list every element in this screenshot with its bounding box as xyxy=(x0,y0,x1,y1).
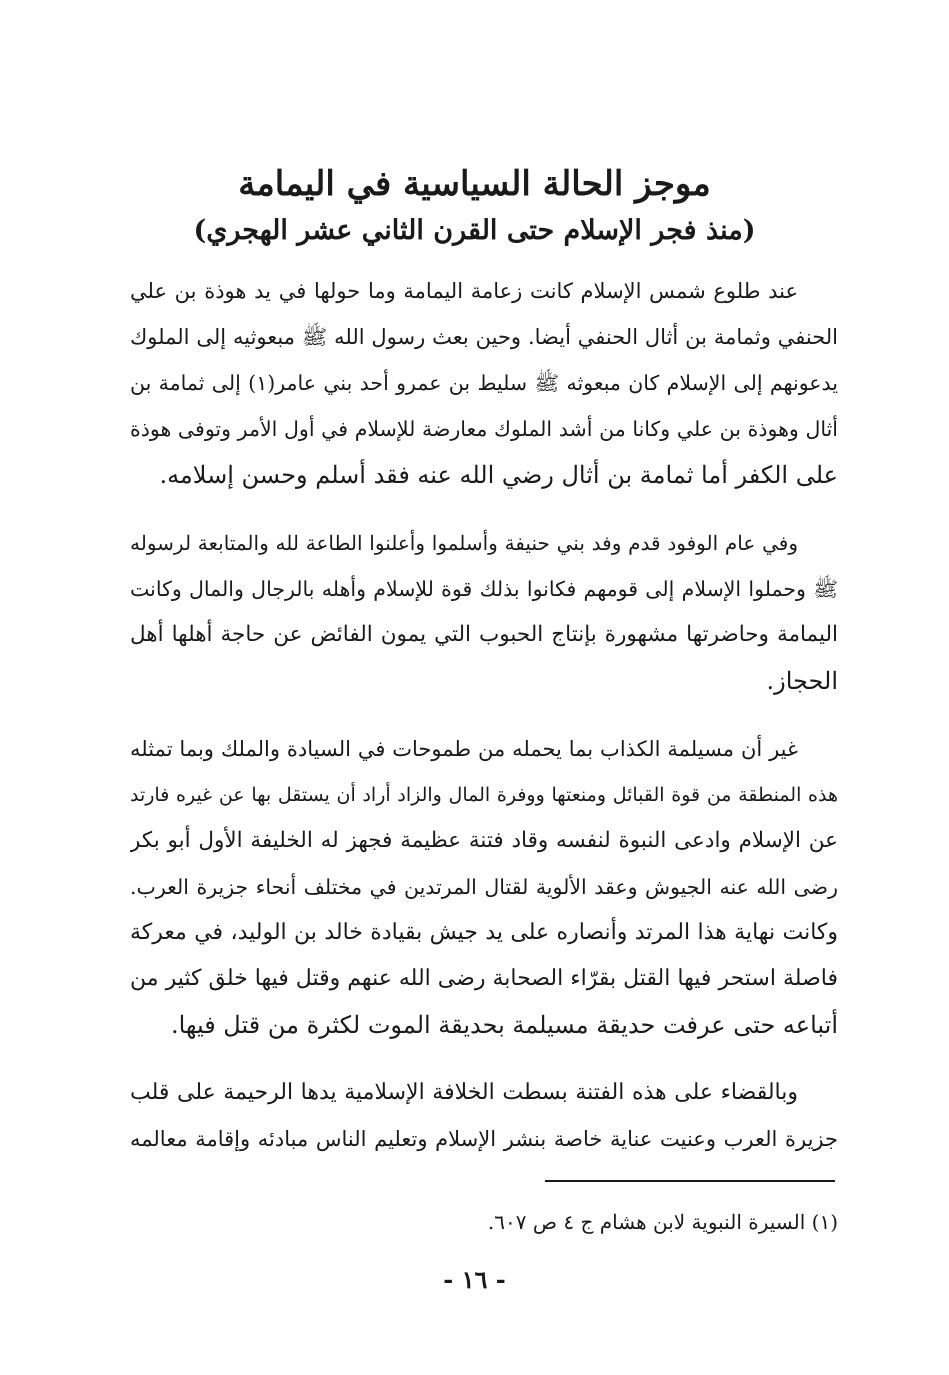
text-line: ﷺ وحملوا الإسلام إلى قومهم فكانوا بذلك قوة للإسلام وأهله بالرجال والمال وكانت xyxy=(130,577,838,601)
paragraph-2 xyxy=(130,520,838,704)
paragraph-4 xyxy=(130,1070,838,1162)
text-line: غير أن مسيلمة الكذاب بما يحمله من طموحات في السيادة والملك وبما تمثله xyxy=(130,737,798,761)
text-line: رضى الله عنه الجيوش وعقد الألوية لقتال المرتدين في مختلف أنحاء جزيرة العرب. xyxy=(130,875,838,899)
text-line: وبالقضاء على هذه الفتنة بسطت الخلافة الإسلامية يدها الرحيمة على قلب xyxy=(130,1080,798,1105)
text-line: الحنفي وثمامة بن أثال الحنفي أيضا. وحين بعث رسول الله ﷺ مبعوثيه إلى الملوك xyxy=(130,325,838,349)
footnote: (١) السيرة النبوية لابن هشام ج ٤ ص ٦٠٧. xyxy=(487,1210,838,1234)
text-line: عن الإسلام وادعى النبوة لنفسه وقاد فتنة عظيمة فجهز له الخليفة الأول أبو بكر xyxy=(130,828,838,853)
text-line: وكانت نهاية هذا المرتد وأنصاره على يد جيش بقيادة خالد بن الوليد، في معركة xyxy=(130,920,838,945)
footnote-divider xyxy=(545,1180,835,1182)
text-line: الحجاز. xyxy=(766,667,838,695)
text-line: على الكفر أما ثمامة بن أثال رضي الله عنه فقد أسلم وحسن إسلامه. xyxy=(159,461,838,489)
text-line: هذه المنطقة من قوة القبائل ومنعتها ووفرة المال والزاد أراد أن يستقل بها عن غيره فارتد xyxy=(130,784,838,806)
text-line: عند طلوع شمس الإسلام كانت زعامة اليمامة وما حولها في يد هوذة بن علي xyxy=(130,279,798,303)
paragraph-3 xyxy=(130,726,838,1048)
text-line: أتباعه حتى عرفت حديقة مسيلمة بحديقة الموت لكثرة من قتل فيها. xyxy=(170,1011,838,1039)
page-title: موجز الحالة السياسية في اليمامة xyxy=(238,164,711,204)
text-line: اليمامة وحاضرتها مشهورة بإنتاج الحبوب التي يمون الفائض عن حاجة أهلها أهل xyxy=(130,622,838,647)
paragraph-1 xyxy=(130,268,838,498)
text-line: وفي عام الوفود قدم وفد بني حنيفة وأسلموا وأعلنوا الطاعة لله والمتابعة لرسوله xyxy=(130,531,798,555)
text-line: يدعونهم إلى الإسلام كان مبعوثه ﷺ سليط بن عمرو أحد بني عامر(١) إلى ثمامة بن xyxy=(130,371,838,395)
text-line: فاصلة استحر فيها القتل بقرّاء الصحابة رضى الله عنهم وقتل فيها خلق كثير من xyxy=(130,966,838,991)
text-line: جزيرة العرب وعنيت عناية خاصة بنشر الإسلام وتعليم الناس مبادئه وإقامة معالمه xyxy=(130,1127,838,1151)
page-number: - ١٦ - xyxy=(443,1265,506,1294)
body-text xyxy=(130,268,838,1184)
page-subtitle: (منذ فجر الإسلام حتى القرن الثاني عشر الهجري) xyxy=(193,215,756,246)
text-line: أثال وهوذة بن علي وكانا من أشد الملوك معارضة للإسلام في أول الأمر وتوفى هوذة xyxy=(130,417,838,441)
